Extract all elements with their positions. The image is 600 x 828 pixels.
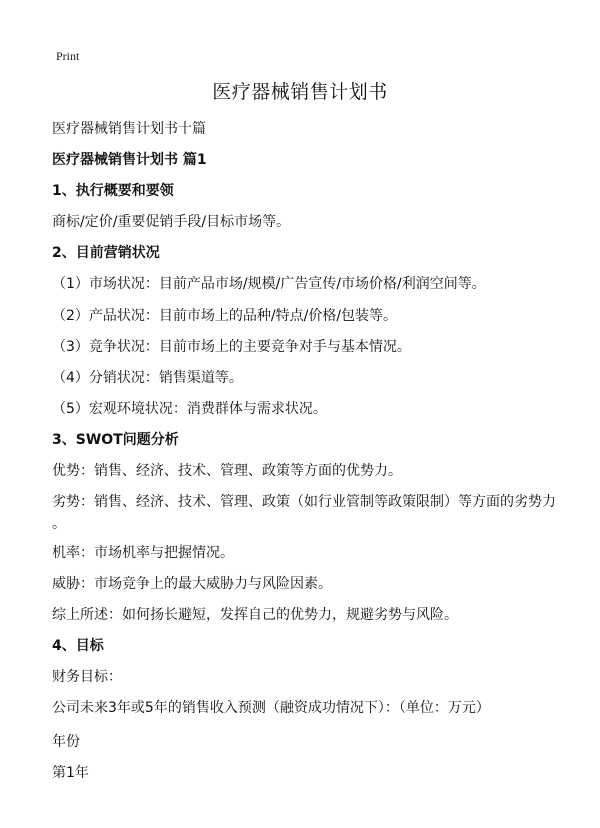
section-3-paragraph-2: 劣势：销售、经济、技术、管理、政策（如行业管制等政策限制）等方面的劣势力 [52, 494, 556, 510]
section-heading-1: 1、执行概要和要领 [52, 183, 174, 199]
section-2-paragraph-3: （3）竞争状况：目前市场上的主要竞争对手与基本情况。 [52, 339, 411, 355]
section-heading-4: 4、目标 [52, 638, 104, 654]
section-4-paragraph-2: 公司未来3年或5年的销售收入预测（融资成功情况下）：（单位：万元） [52, 700, 490, 716]
section-4-paragraph-1: 财务目标： [52, 669, 122, 685]
section-2-paragraph-1: （1）市场状况：目前产品市场/规模/广告宣传/市场价格/利润空间等。 [52, 276, 486, 292]
article-heading: 医疗器械销售计划书 篇1 [52, 152, 207, 168]
section-3-paragraph-1: 优势：销售、经济、技术、管理、政策等方面的优势力。 [52, 463, 402, 479]
section-4-paragraph-3: 年份 [52, 734, 80, 750]
section-3-paragraph-3: 机率：市场机率与把握情况。 [52, 545, 234, 561]
section-3-paragraph-5: 综上所述：如何扬长避短，发挥自己的优势力，规避劣势与风险。 [52, 607, 458, 623]
section-2-paragraph-4: （4）分销状况：销售渠道等。 [52, 370, 243, 386]
section-2-paragraph-2: （2）产品状况：目前市场上的品种/特点/价格/包装等。 [52, 308, 398, 324]
section-4-paragraph-4: 第1年 [52, 765, 89, 781]
section-heading-2: 2、目前营销状况 [52, 245, 160, 261]
document-subtitle: 医疗器械销售计划书十篇 [52, 121, 206, 137]
section-1-paragraph-1: 商标/定价/重要促销手段/目标市场等。 [52, 214, 291, 230]
document-title: 医疗器械销售计划书 [212, 81, 388, 103]
section-3-paragraph-4: 威胁：市场竞争上的最大威胁力与风险因素。 [52, 576, 332, 592]
section-3-paragraph-2-continuation: 。 [52, 516, 66, 532]
print-label: Print [56, 49, 80, 63]
section-2-paragraph-5: （5）宏观环境状况：消费群体与需求状况。 [52, 401, 327, 417]
section-heading-3: 3、SWOT问题分析 [52, 432, 179, 448]
